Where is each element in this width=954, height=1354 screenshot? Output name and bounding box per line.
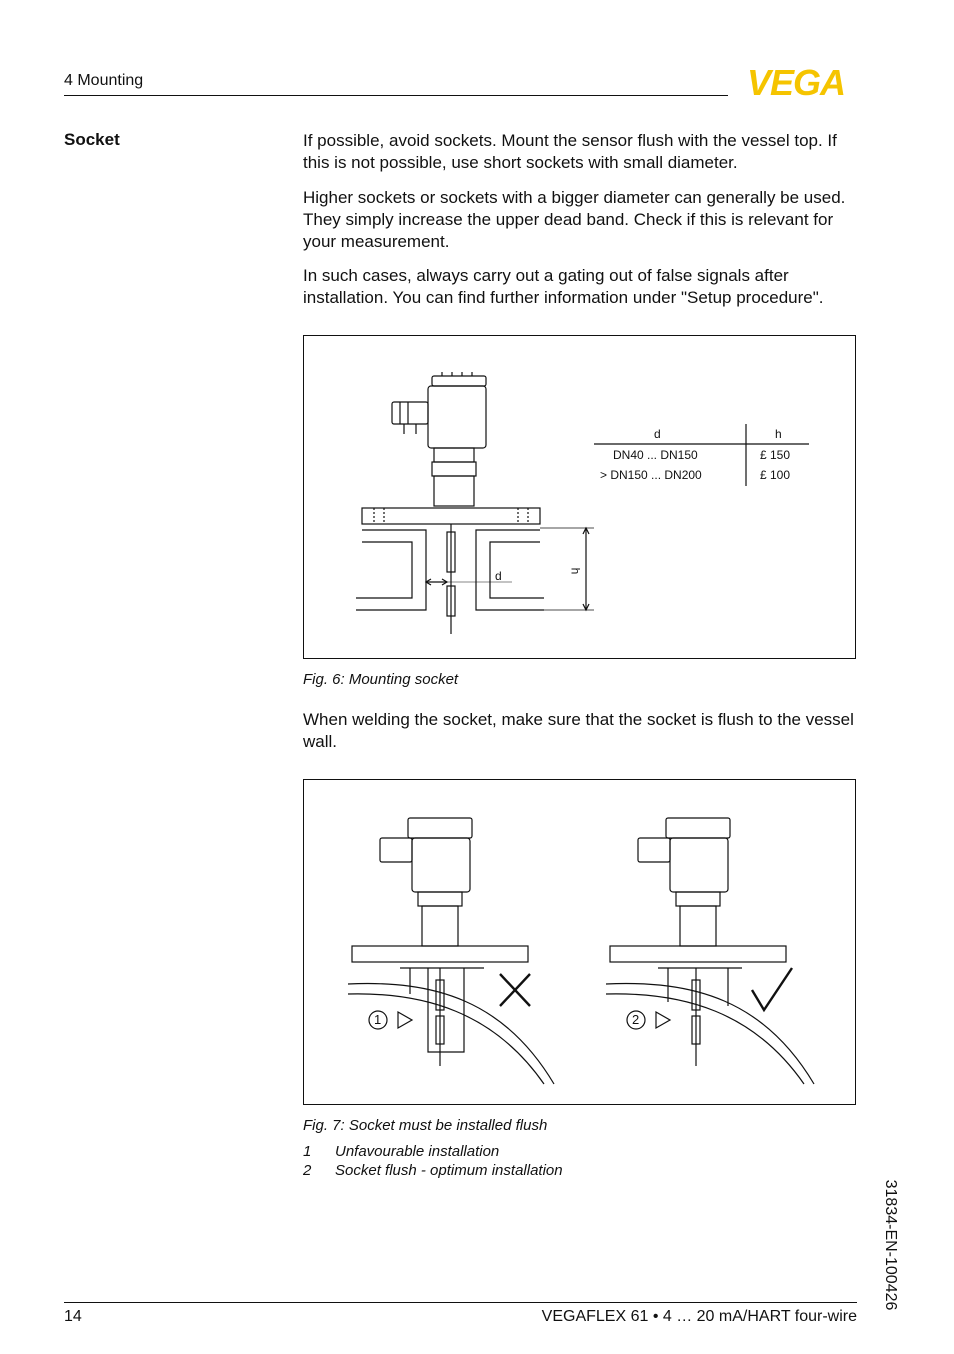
header-section-title: 4 Mounting <box>64 72 144 89</box>
socket-flush-drawing <box>304 780 857 1104</box>
sensor-left-icon <box>348 818 554 1084</box>
table-header-h: h <box>775 427 782 441</box>
footer-rule <box>64 1302 857 1303</box>
table-header-d: d <box>654 427 661 441</box>
document-code: 31834-EN-100426 <box>882 1179 899 1311</box>
flange <box>362 508 540 524</box>
table-row-1-h: £ 150 <box>760 448 791 462</box>
footer-document-title: VEGAFLEX 61 • 4 … 20 mA/HART four-wire <box>541 1308 857 1325</box>
legend-1-text: Unfavourable installation <box>335 1143 500 1160</box>
label-d: d <box>495 569 502 583</box>
paragraph-avoid-sockets: If possible, avoid sockets. Mount the sensor flush with the vessel top. If this is not possible, use short sockets with small diameter. <box>303 131 837 172</box>
vega-logo-text: VEGA <box>746 66 846 98</box>
header-rule <box>64 95 728 96</box>
footer-page-number: 14 <box>64 1308 82 1325</box>
figure-7-box <box>303 779 856 1105</box>
figure-6-box <box>303 335 856 659</box>
side-heading-socket: Socket <box>64 130 120 149</box>
marker-1-arrow <box>398 1012 412 1028</box>
check-icon <box>752 968 792 1010</box>
label-h: h <box>568 567 583 575</box>
document-code-vertical <box>840 1170 940 1320</box>
sensor-right-icon <box>606 818 814 1084</box>
figure-7-caption: Fig. 7: Socket must be installed flush <box>303 1117 548 1134</box>
marker-2-label: 2 <box>632 1012 640 1027</box>
paragraph-welding: When welding the socket, make sure that the socket is flush to the vessel wall. <box>303 710 854 751</box>
socket-wall-right <box>476 530 544 610</box>
paragraph-higher-sockets: Higher sockets or sockets with a bigger diameter can generally be used. They simply increase the upper dead band. Check if this is relevant for your measurement. <box>303 188 846 251</box>
sensor-housing-icon <box>392 372 486 506</box>
legend-2-number: 2 <box>303 1162 312 1179</box>
table-row-2-h: £ 100 <box>760 468 791 482</box>
table-row-2-d: > DN150 ... DN200 <box>600 468 702 482</box>
marker-1-label: 1 <box>374 1012 382 1027</box>
table-row-1-d: DN40 ... DN150 <box>613 448 698 462</box>
mounting-socket-drawing <box>304 336 857 658</box>
probe-rod-icon <box>447 524 455 634</box>
marker-2-arrow <box>656 1012 670 1028</box>
socket-wall-left <box>356 530 426 610</box>
legend-2-text: Socket flush - optimum installation <box>335 1162 563 1179</box>
vega-logo <box>735 66 857 98</box>
paragraph-gating: In such cases, always carry out a gating out of false signals after installation. You can find further information under "Setup procedure". <box>303 266 824 307</box>
figure-6-caption: Fig. 6: Mounting socket <box>303 671 459 688</box>
legend-1-number: 1 <box>303 1143 312 1160</box>
